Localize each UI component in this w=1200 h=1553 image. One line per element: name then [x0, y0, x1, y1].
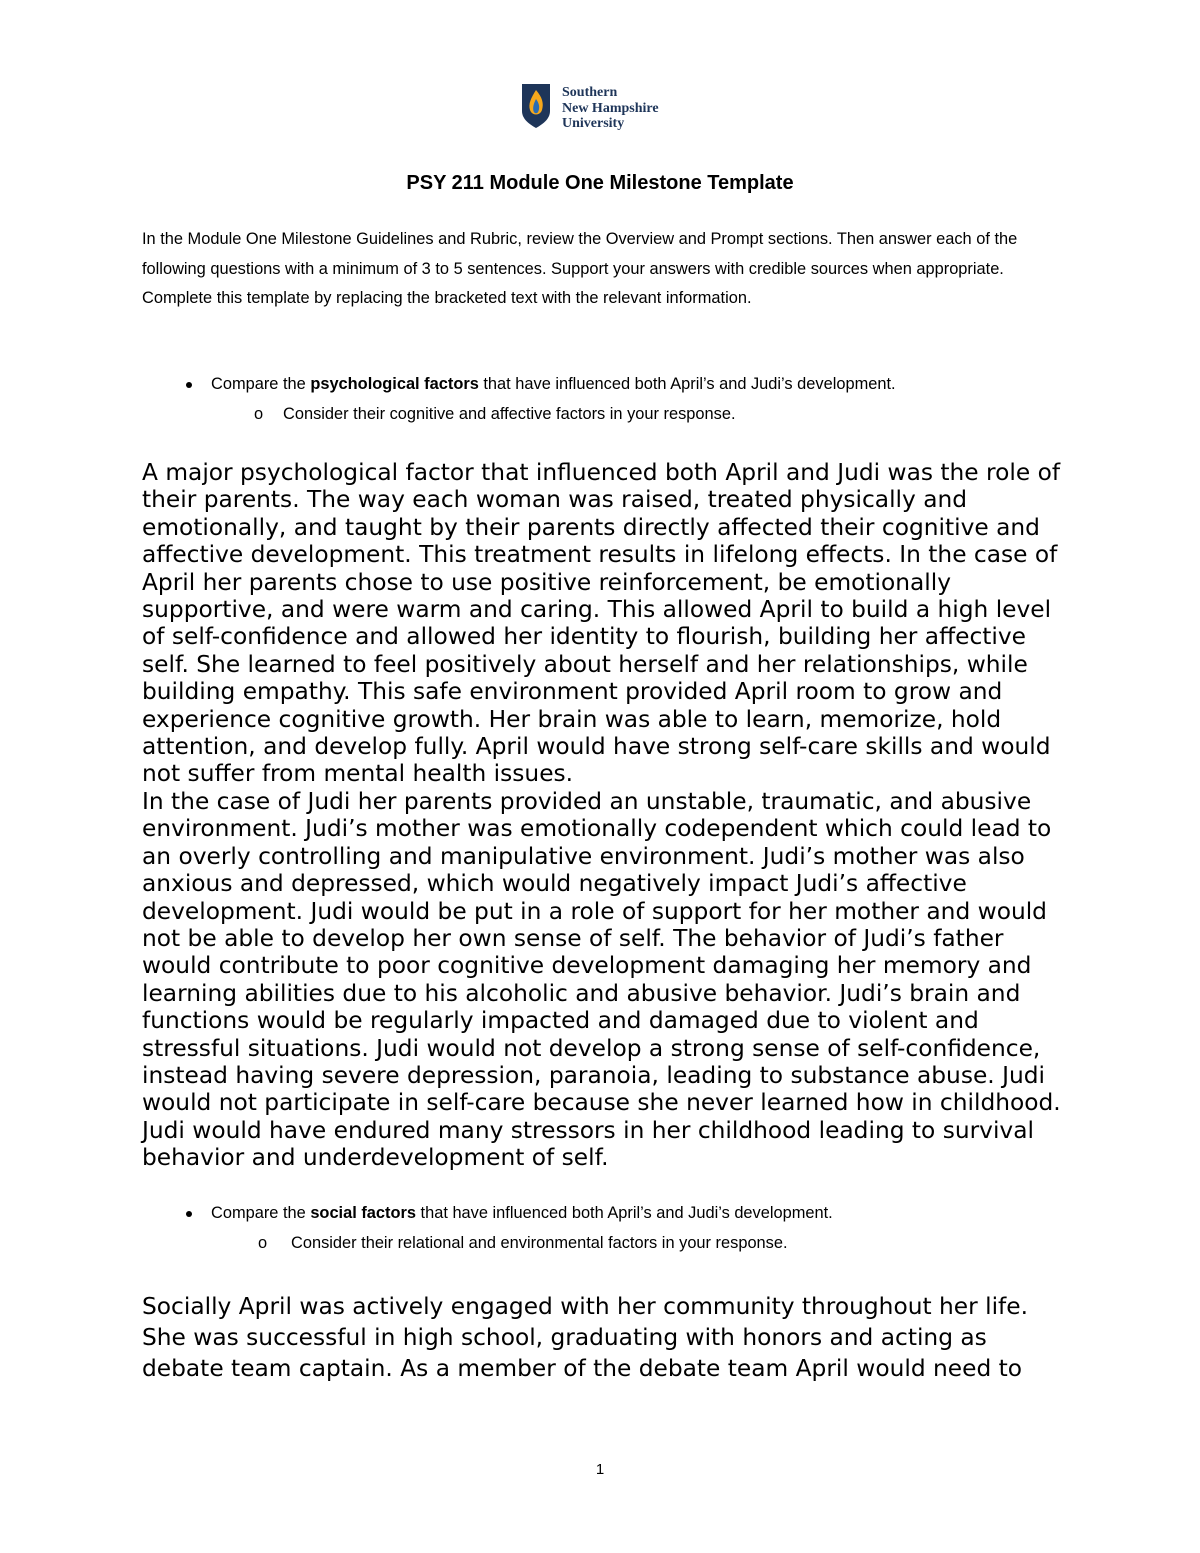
question-1-prompt: Compare the psychological factors that have influenced both April’s and Judi’s development.: [211, 375, 896, 393]
bullet-icon: [186, 1211, 192, 1217]
shield-flame-icon: [521, 83, 551, 129]
logo-line-2: New Hampshire: [562, 100, 659, 116]
document-title: PSY 211 Module One Milestone Template: [406, 172, 794, 194]
question-1-keyword: psychological factors: [310, 375, 479, 393]
answer-2: Socially April was actively engaged with her community throughout her life. She was successful in high school, graduating with honors and acting as debate team captain. As a member of the debate team April would need to: [142, 1293, 1028, 1382]
question-2-prompt: Compare the social factors that have influenced both April’s and Judi’s development.: [211, 1204, 833, 1222]
intro-paragraph: In the Module One Milestone Guidelines and Rubric, review the Overview and Prompt sections. Then answer each of the following questions with a minimum of 3 to 5 sentences. Support your answers with credible sources when appropriate. Complete this template by replacing the bracketed text with the relevant information.: [142, 230, 1018, 307]
answer-1: [142, 459, 1072, 1172]
sub-bullet-marker: o: [254, 405, 264, 423]
sub-bullet-marker: o: [258, 1234, 268, 1252]
question-2-keyword: social factors: [310, 1204, 416, 1222]
logo-line-3: University: [562, 116, 625, 131]
question-2-sub-prompt: Consider their relational and environmental factors in your response.: [291, 1234, 788, 1252]
answer-1-paragraph-1: A major psychological factor that influenced both April and Judi was the role of their parents. The way each woman was raised, treated physically and emotionally, and taught by their parents directly affected their cognitive and affective development. This treatment results in lifelong effects. In the case of April her parents chose to use positive reinforcement, be emotionally supportive, and were warm and caring. This allowed April to build a high level of self-confidence and allowed her identity to flourish, building her affective self. She learned to feel positively about herself and her relationships, while building empathy. This safe environment provided April room to grow and experience cognitive growth. Her brain was able to learn, memorize, hold attention, and develop fully. April would have strong self-care skills and would not suffer from mental health issues.: [142, 459, 1061, 788]
bullet-icon: [186, 382, 192, 388]
logo-wordmark: [562, 85, 659, 132]
page-number: 1: [595, 1461, 605, 1478]
logo-line-1: Southern: [562, 85, 618, 100]
answer-1-paragraph-2: In the case of Judi her parents provided an unstable, traumatic, and abusive environment. Judi’s mother was emotionally codependent which could lead to an overly controlling and manipulative environment. Judi’s mother was also anxious and depressed, which would negatively impact Judi’s affective development. Judi would be put in a role of support for her mother and would not be able to develop her own sense of self. The behavior of Judi’s father would contribute to poor cognitive development damaging her memory and learning abilities due to his alcoholic and abusive behavior. Judi’s brain and functions would be regularly impacted and damaged due to violent and stressful situations. Judi would not develop a strong sense of self-confidence, instead having severe depression, paranoia, leading to substance abuse. Judi would not participate in self-care because she never learned how in childhood. Judi would have endured many stressors in her childhood leading to survival behavior and underdevelopment of self.: [142, 787, 1061, 1172]
question-1-sub-prompt: Consider their cognitive and affective factors in your response.: [283, 405, 736, 423]
university-logo: [521, 83, 659, 132]
